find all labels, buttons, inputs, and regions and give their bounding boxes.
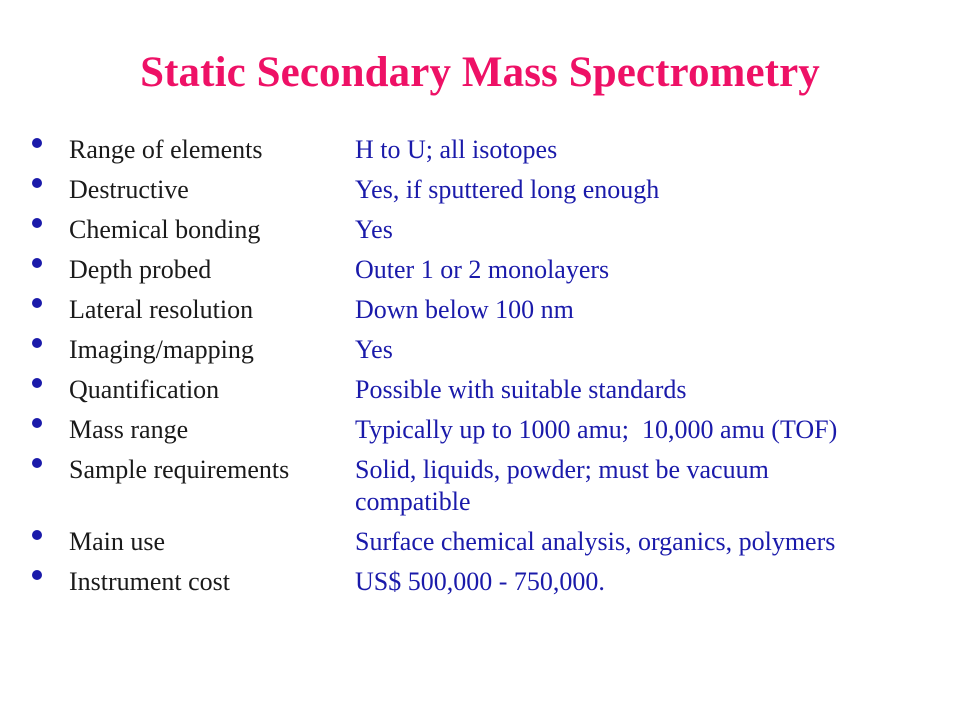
property-list: [26, 134, 946, 606]
property-label: Instrument cost: [69, 567, 231, 596]
bullet-icon: [32, 378, 42, 388]
property-label: Chemical bonding: [69, 215, 261, 244]
property-label: Main use: [69, 527, 166, 556]
property-label: Destructive: [69, 175, 189, 204]
list-item: [26, 566, 946, 606]
property-label: Lateral resolution: [69, 295, 254, 324]
property-value: US$ 500,000 - 750,000.: [355, 567, 605, 596]
list-item: [26, 254, 946, 294]
bullet-icon: [32, 298, 42, 308]
bullet-icon: [32, 570, 42, 580]
bullet-icon: [32, 178, 42, 188]
property-value: Surface chemical analysis, organics, polymers: [355, 527, 836, 556]
property-label: Depth probed: [69, 255, 212, 284]
list-item: [26, 414, 946, 454]
property-value: Yes: [355, 215, 393, 244]
property-value: Outer 1 or 2 monolayers: [355, 255, 610, 284]
property-label: Imaging/mapping: [69, 335, 254, 364]
bullet-icon: [32, 218, 42, 228]
property-value: Yes, if sputtered long enough: [355, 175, 660, 204]
property-label: Quantification: [69, 375, 220, 404]
property-value: Typically up to 1000 amu; 10,000 amu (TOF): [355, 415, 838, 444]
bullet-icon: [32, 418, 42, 428]
property-value: Solid, liquids, powder; must be vacuum compatible: [355, 455, 769, 516]
list-item: [26, 526, 946, 566]
bullet-icon: [32, 258, 42, 268]
list-item: [26, 454, 946, 526]
property-label: Mass range: [69, 415, 189, 444]
bullet-icon: [32, 530, 42, 540]
list-item: [26, 334, 946, 374]
bullet-icon: [32, 138, 42, 148]
property-label: Range of elements: [69, 135, 263, 164]
list-item: [26, 374, 946, 414]
property-value: Down below 100 nm: [355, 295, 574, 324]
property-label: Sample requirements: [69, 455, 290, 484]
bullet-icon: [32, 458, 42, 468]
property-value: Yes: [355, 335, 393, 364]
property-value: H to U; all isotopes: [355, 135, 558, 164]
slide-title: Static Secondary Mass Spectrometry: [140, 49, 820, 96]
list-item: [26, 214, 946, 254]
property-value: Possible with suitable standards: [355, 375, 687, 404]
list-item: [26, 134, 946, 174]
list-item: [26, 174, 946, 214]
list-item: [26, 294, 946, 334]
bullet-icon: [32, 338, 42, 348]
